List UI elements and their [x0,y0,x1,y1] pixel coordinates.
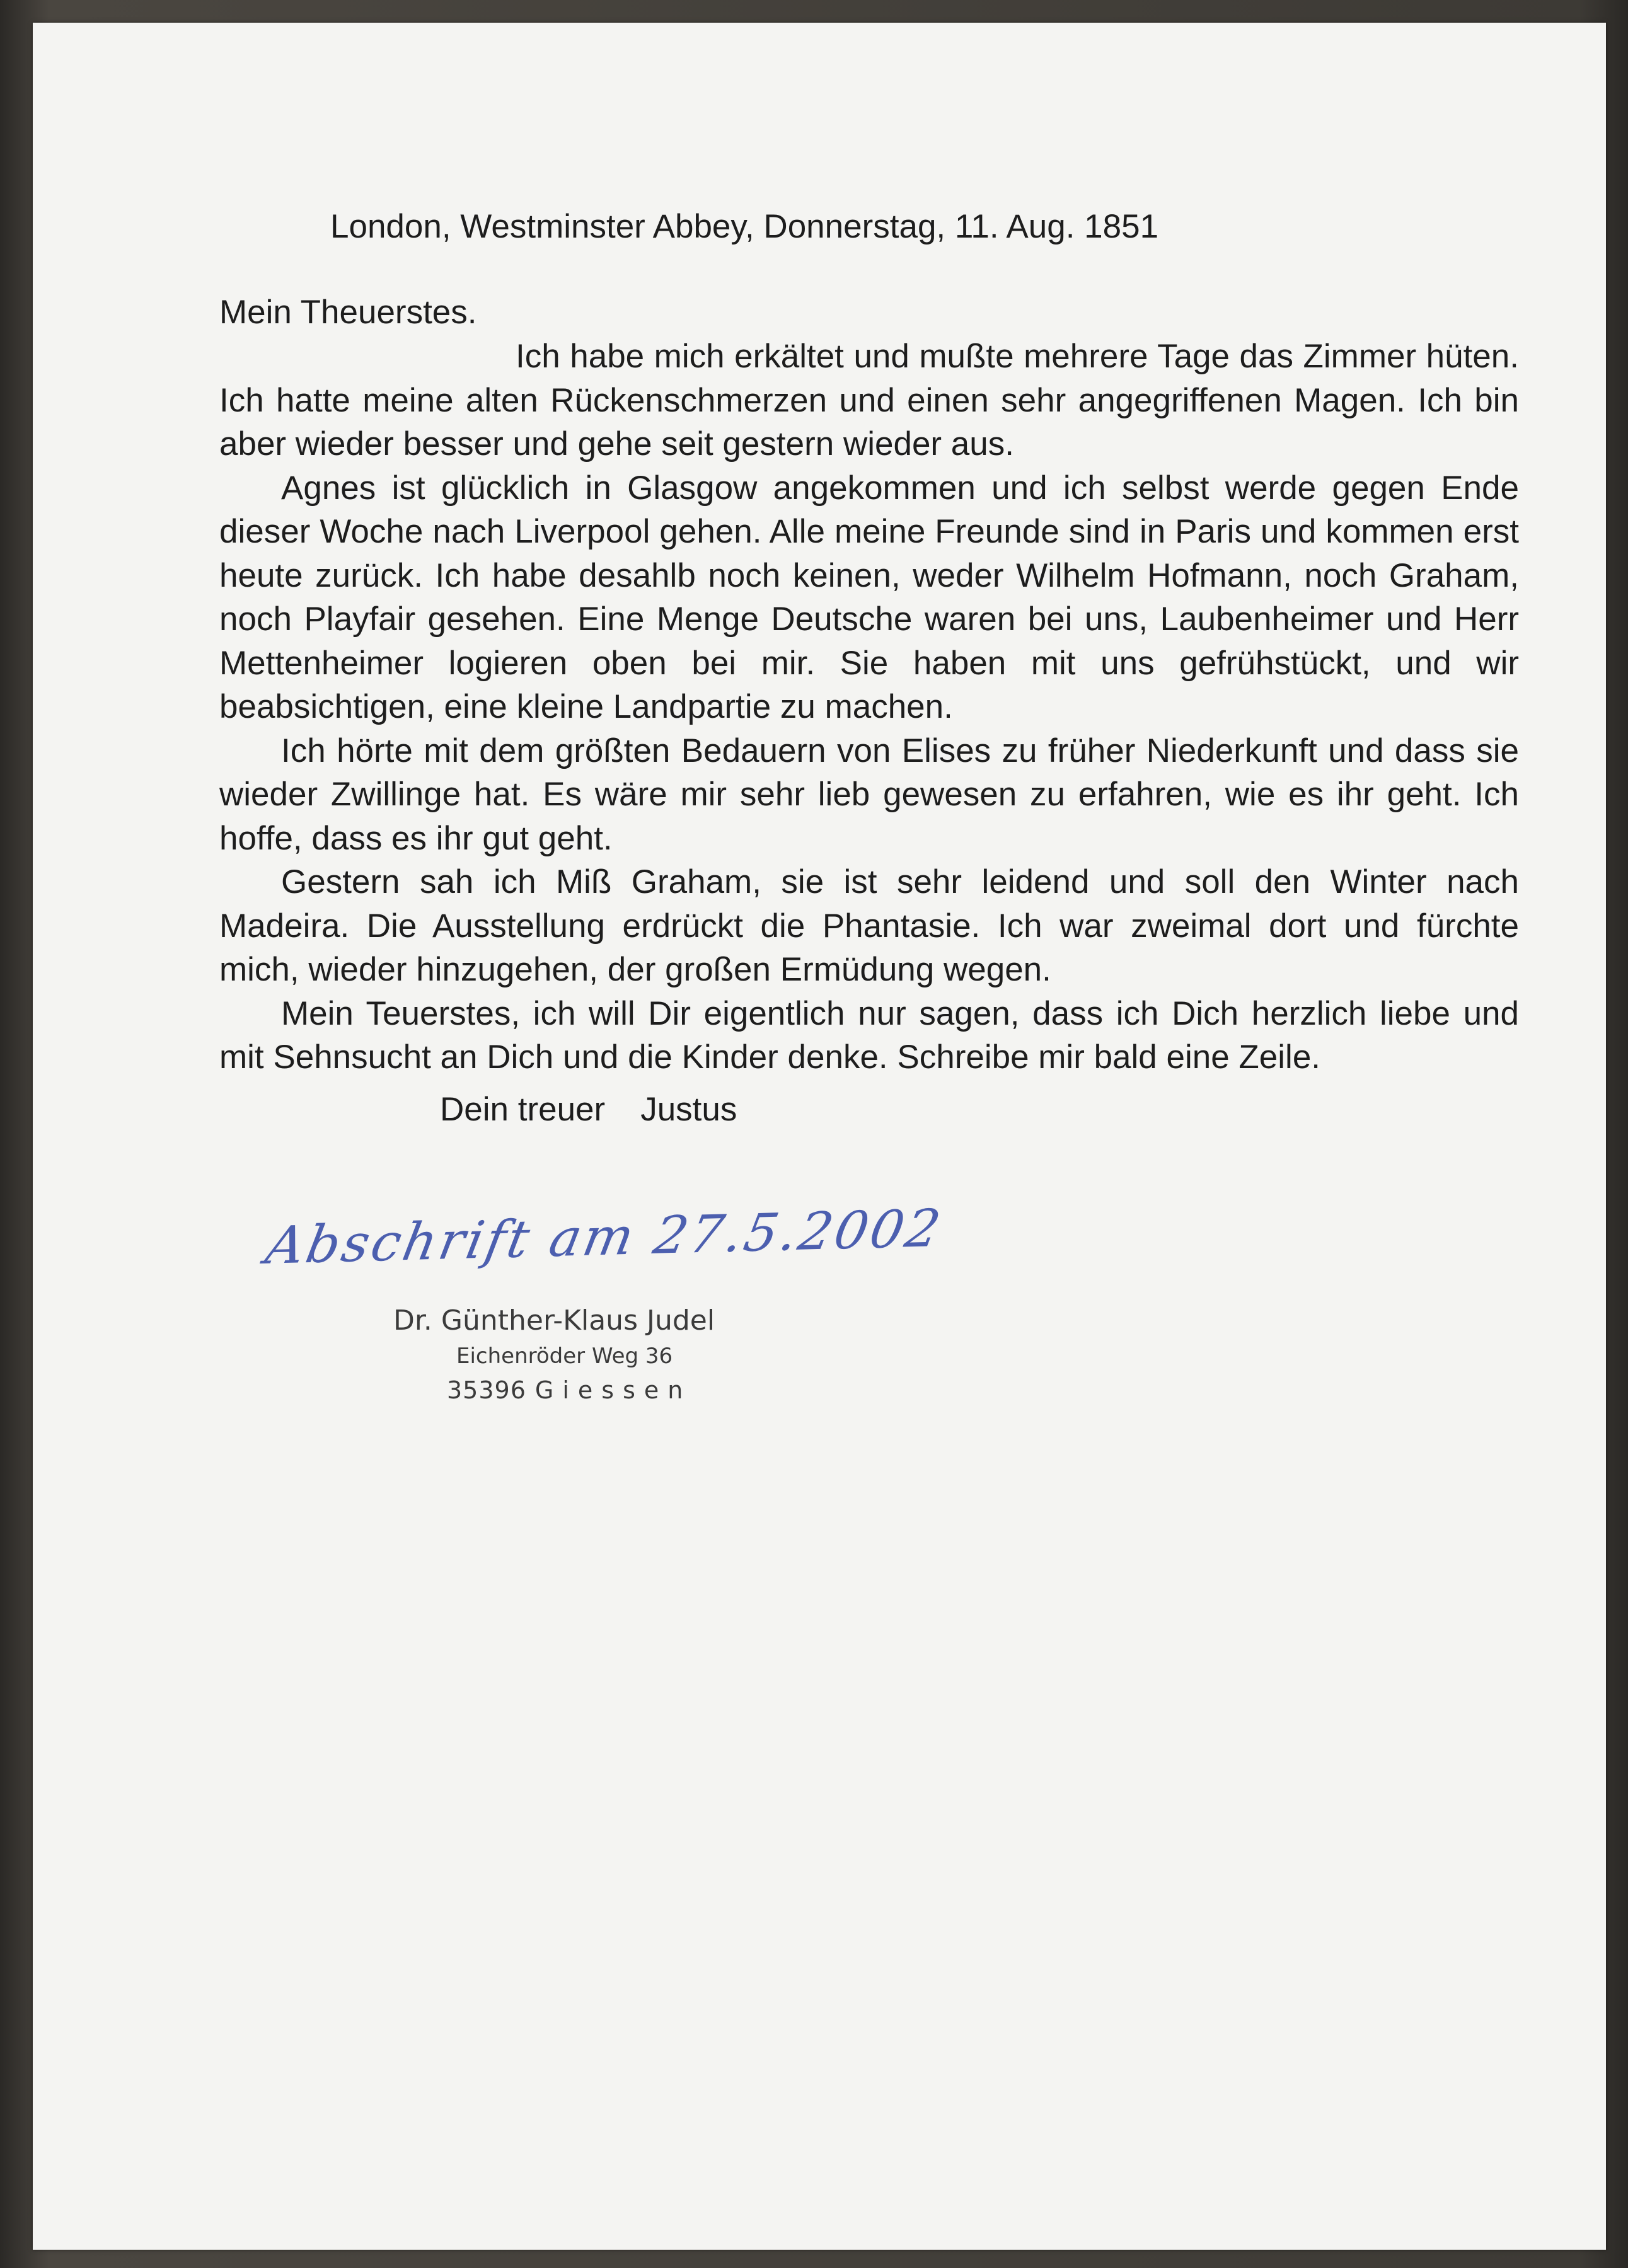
letter-dateline: London, Westminster Abbey, Donnerstag, 11. Aug. 1851 [330,208,1159,245]
paragraph-5: Mein Teuerstes, ich will Dir eigentlich nur sagen, dass ich Dich herzlich liebe und mit Sehnsucht an Dich und die Kinder denke. Schreibe mir bald eine Zeile. [219,994,1519,1076]
letter-signature: Justus [640,1091,737,1128]
stamp-postcode: 35396 [447,1376,526,1404]
paragraph-2: Agnes ist glücklich in Glasgow angekommen und ich selbst werde gegen Ende dieser Woche nach Liverpool gehen. Alle meine Freunde sind in Paris und kommen erst heute zurück. Ich habe desahlb noch keinen, weder Wilhelm Hofmann, noch Graham, noch Playfair gesehen. Eine Menge Deutsche waren bei uns, Laubenheimer und Herr Mettenheimer logieren oben bei mir. Sie haben mit uns gefrühstückt, und wir beabsichtigen, eine kleine Landpartie zu machen. [219,469,1519,725]
closing-phrase: Dein treuer [440,1091,606,1128]
letter-paragraphs [219,335,1519,1079]
stamp-city-line [447,1373,715,1408]
paragraph-4: Gestern sah ich Miß Graham, sie ist sehr leidend und soll den Winter nach Madeira. Die Ausstellung erdrückt die Phantasie. Ich war zweimal dort und fürchte mich, wieder hinzugehen, der großen Ermüdung wegen. [219,863,1519,988]
handwritten-copy-date: Abschrift am 27.5.2002 [261,1199,947,1276]
letter-closing [440,1088,737,1132]
stamp-street: Eichenröder Weg 36 [456,1344,673,1369]
handwritten-note [261,1199,947,1302]
stamp-name: Dr. Günther-Klaus Judel [393,1304,715,1337]
paragraph-3: Ich hörte mit dem größten Bedauern von Elises zu früher Niederkunft und dass sie wieder Zwillinge hat. Es wäre mir sehr lieb gewesen zu erfahren, wie es ihr geht. Ich hoffe, dass es ihr gut geht. [219,732,1519,857]
letter-salutation: Mein Theuerstes. [219,294,477,331]
paragraph-1: Ich habe mich erkältet und mußte mehrere Tage das Zimmer hüten. Ich hatte meine alten Rückenschmerzen und einen sehr angegriffenen Magen. Ich bin aber wieder besser und gehe seit gestern wieder aus. [219,338,1519,463]
stamp-city: Giessen [534,1376,692,1404]
letter-sheet [33,23,1606,2250]
address-stamp [393,1302,715,1408]
